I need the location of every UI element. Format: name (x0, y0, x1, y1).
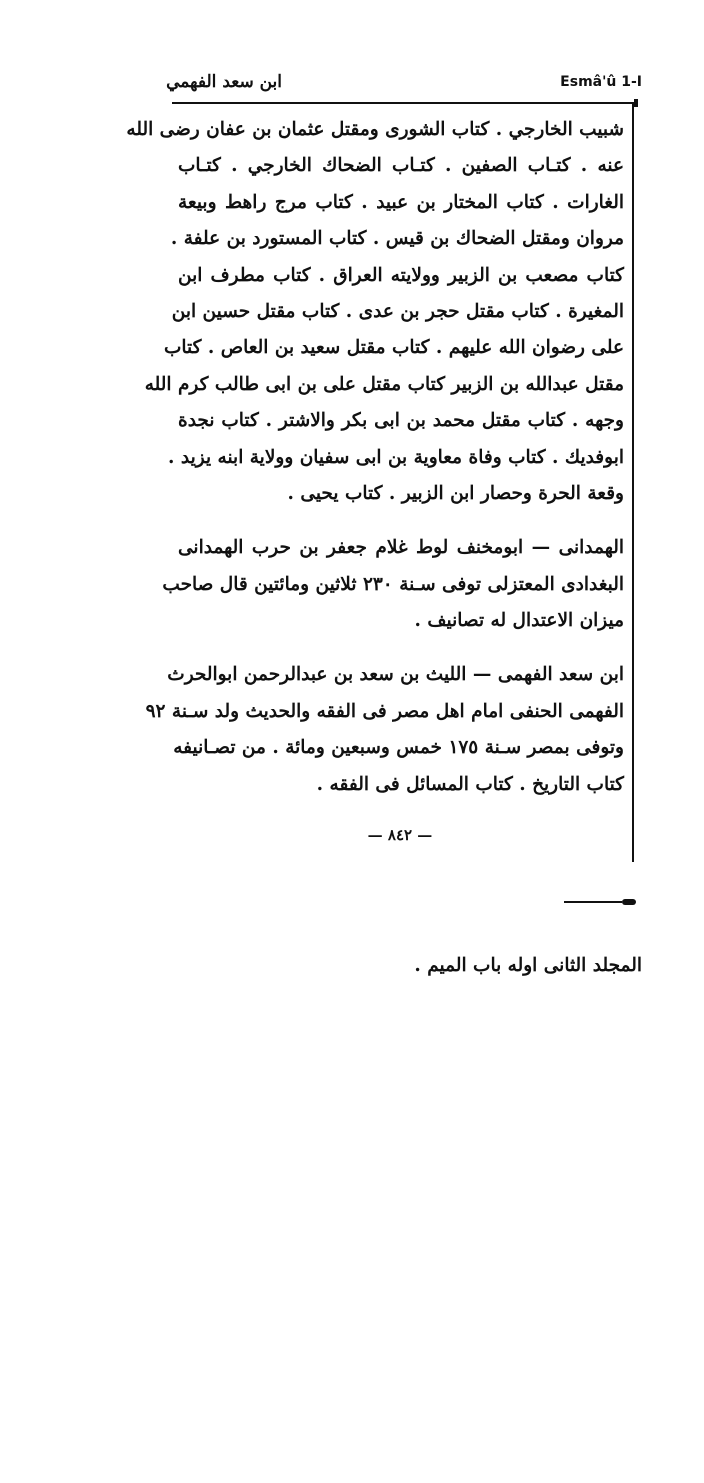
text-line: البغدادى المعتزلى توفى سـنة ٢٣٠ ثلاثين ومائتين قال صاحب (162, 573, 624, 595)
text-line: عنه . كتـاب الصفين . كتـاب الضحاك الخارجي . كتـاب (178, 155, 624, 177)
text-line: الغارات . كتاب المختار بن عبيد . كتاب مرج راهط وبيعة (178, 191, 624, 213)
header-title: ابن سعد الفهمي (166, 72, 282, 92)
end-ornament (564, 898, 636, 906)
running-header (166, 72, 642, 98)
text-line: مروان ومقتل الضحاك بن قيس . كتاب المستورد بن علفة . (170, 228, 624, 250)
header-reference: Esmâ'û 1-I (560, 74, 642, 90)
volume-note: المجلد الثانى اوله باب الميم . (414, 955, 642, 976)
text-line: وقعة الحرة وحصار ابن الزبير . كتاب يحيى . (287, 482, 624, 504)
page-number: — ٨٤٢ — (367, 826, 433, 844)
text-line: شبيب الخارجي . كتاب الشورى ومقتل عثمان بن عفان رضى الله (126, 119, 624, 140)
text-line: كتاب مصعب بن الزبير وولايته العراق . كتاب مطرف ابن (178, 264, 624, 286)
text-line: ابوفديك . كتاب وفاة معاوية بن ابى سفيان وولاية ابنه يزيد . (168, 446, 624, 468)
paragraph-2 (162, 530, 624, 639)
text-line: وجهه . كتاب مقتل محمد بن ابى بكر والاشتر . كتاب نجدة (178, 410, 624, 432)
header-rule (172, 102, 638, 104)
text-line: مقتل عبدالله بن الزبير كتاب مقتل على بن ابى طالب كرم الله (144, 373, 624, 395)
paragraph-1 (126, 112, 624, 512)
header-rule-end (634, 99, 638, 107)
text-line: وتوفى بمصر سـنة ١٧٥ خمس وسبعين ومائة . من تصـانيفه (173, 737, 624, 759)
text-line: المغيرة . كتاب مقتل حجر بن عدى . كتاب مقتل حسين ابن (171, 300, 624, 322)
margin-rule (632, 104, 634, 862)
text-line: ابن سعد الفهمى — الليث بن سعد بن عبدالرحمن ابوالحرث (167, 664, 624, 686)
text-line: الهمدانى — ابومخنف لوط غلام جعفر بن حرب الهمدانى (178, 537, 624, 559)
text-line: الفهمى الحنفى امام اهل مصر فى الفقه والحديث ولد سـنة ٩٢ (145, 700, 624, 722)
text-line: على رضوان الله عليهم . كتاب مقتل سعيد بن العاص . كتاب (163, 337, 624, 359)
text-line: كتاب التاريخ . كتاب المسائل فى الفقه . (316, 773, 624, 795)
body-text (126, 112, 624, 803)
paragraph-3 (145, 657, 624, 803)
text-line: ميزان الاعتدال له تصانيف . (414, 610, 624, 632)
